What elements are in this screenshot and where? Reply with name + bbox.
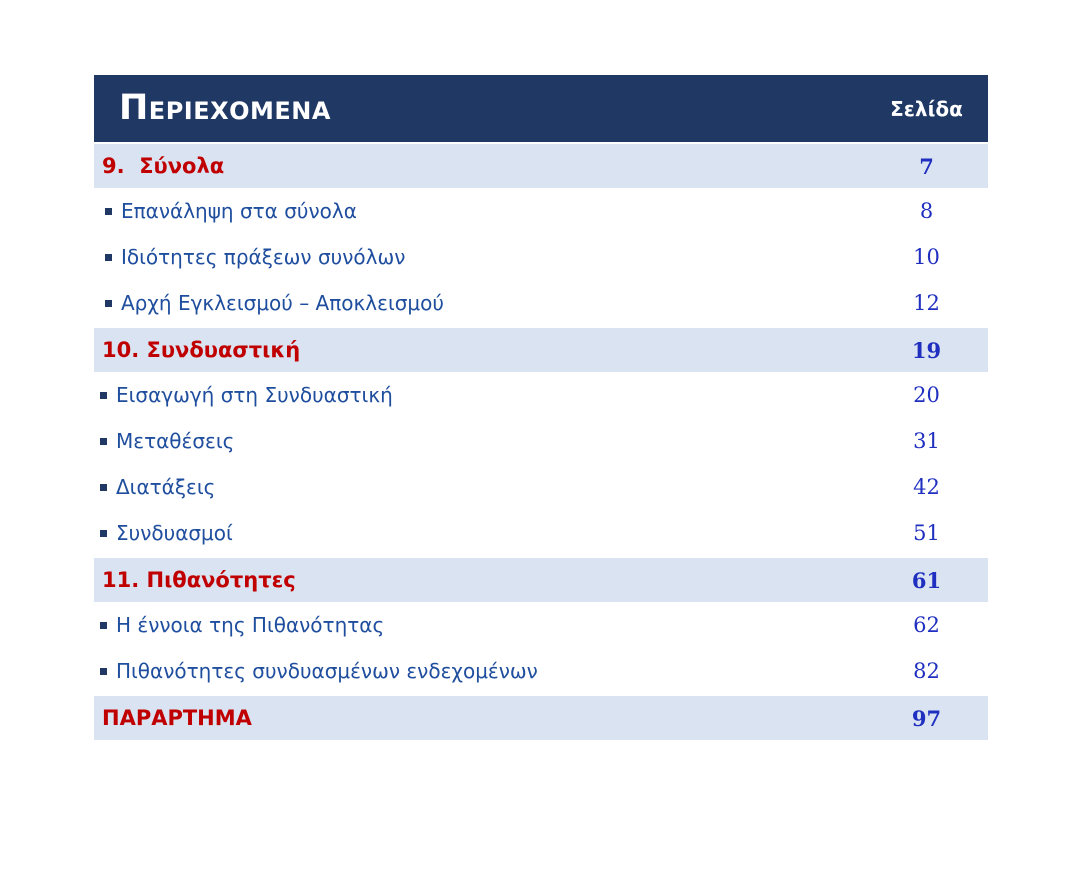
toc-entry xyxy=(94,521,865,545)
toc-entry xyxy=(94,154,865,178)
bullet-square-icon xyxy=(105,300,112,307)
toc-row-item[interactable] xyxy=(94,602,988,648)
toc-entry-page-number: 42 xyxy=(913,475,940,499)
toc-row-item[interactable] xyxy=(94,464,988,510)
bullet-square-icon xyxy=(100,622,107,629)
toc-entry xyxy=(94,613,865,637)
toc-row-item[interactable] xyxy=(94,280,988,326)
toc-entry-page-number: 8 xyxy=(919,199,934,223)
toc-entry xyxy=(94,429,865,453)
toc-row-section[interactable] xyxy=(94,142,988,188)
toc-row-item[interactable] xyxy=(94,510,988,556)
toc-entry-page-number: 62 xyxy=(913,613,940,637)
toc-entry xyxy=(94,659,865,683)
toc-row-item[interactable] xyxy=(94,418,988,464)
toc-entry xyxy=(94,706,865,730)
bullet-square-icon xyxy=(100,530,107,537)
toc-entry-page-number: 10 xyxy=(913,245,940,269)
toc-header-bar xyxy=(94,75,988,142)
toc-entry-page-number: 12 xyxy=(913,291,940,315)
toc-entry xyxy=(94,475,865,499)
toc-entry-label: 9. Σύνολα xyxy=(102,154,225,178)
bullet-square-icon xyxy=(100,438,107,445)
toc-entry-page-number: 19 xyxy=(911,337,942,363)
bullet-square-icon xyxy=(105,254,112,261)
table-of-contents xyxy=(94,75,988,740)
toc-entry-label: Διατάξεις xyxy=(116,475,216,499)
toc-entry-label: Συνδυασμοί xyxy=(116,521,233,545)
toc-entry-page-number: 31 xyxy=(913,429,940,453)
bullet-square-icon xyxy=(105,208,112,215)
toc-entry-page-number: 82 xyxy=(913,659,940,683)
bullet-square-icon xyxy=(100,668,107,675)
toc-entry xyxy=(94,568,865,592)
toc-entry xyxy=(94,199,865,223)
page-column-header: Σελίδα xyxy=(890,96,963,121)
toc-row-item[interactable] xyxy=(94,188,988,234)
toc-row-section[interactable] xyxy=(94,556,988,602)
toc-entry-label: Μεταθέσεις xyxy=(116,429,235,453)
toc-entry xyxy=(94,383,865,407)
toc-row-section[interactable] xyxy=(94,694,988,740)
toc-entry-page-number: 61 xyxy=(911,567,942,593)
toc-entry-page-number: 7 xyxy=(919,153,934,179)
toc-entry xyxy=(94,338,865,362)
toc-entry-label: Ιδιότητες πράξεων συνόλων xyxy=(121,245,406,269)
toc-row-item[interactable] xyxy=(94,372,988,418)
toc-entry-page-number: 51 xyxy=(913,521,940,545)
bullet-square-icon xyxy=(100,484,107,491)
toc-entry-label: Πιθανότητες συνδυασμένων ενδεχομένων xyxy=(116,659,538,683)
toc-entry-label: Εισαγωγή στη Συνδυαστική xyxy=(116,383,393,407)
toc-entry-page-number: 20 xyxy=(913,383,940,407)
toc-entry-label: Η έννοια της Πιθανότητας xyxy=(116,613,385,637)
toc-entry-label: Αρχή Εγκλεισμού – Αποκλεισμού xyxy=(121,291,444,315)
toc-row-item[interactable] xyxy=(94,648,988,694)
toc-row-section[interactable] xyxy=(94,326,988,372)
bullet-square-icon xyxy=(100,392,107,399)
toc-rows xyxy=(94,142,988,740)
toc-entry-label: 10. Συνδυαστική xyxy=(102,338,301,362)
toc-entry-label: Επανάληψη στα σύνολα xyxy=(121,199,357,223)
toc-entry-page-number: 97 xyxy=(911,705,942,731)
toc-title: ΠΕΡΙΕΧΟΜΕΝΑ xyxy=(119,88,331,128)
toc-entry-label: ΠΑΡΑΡΤΗΜΑ xyxy=(102,706,252,730)
toc-entry xyxy=(94,291,865,315)
toc-entry xyxy=(94,245,865,269)
toc-row-item[interactable] xyxy=(94,234,988,280)
toc-entry-label: 11. Πιθανότητες xyxy=(102,568,296,592)
